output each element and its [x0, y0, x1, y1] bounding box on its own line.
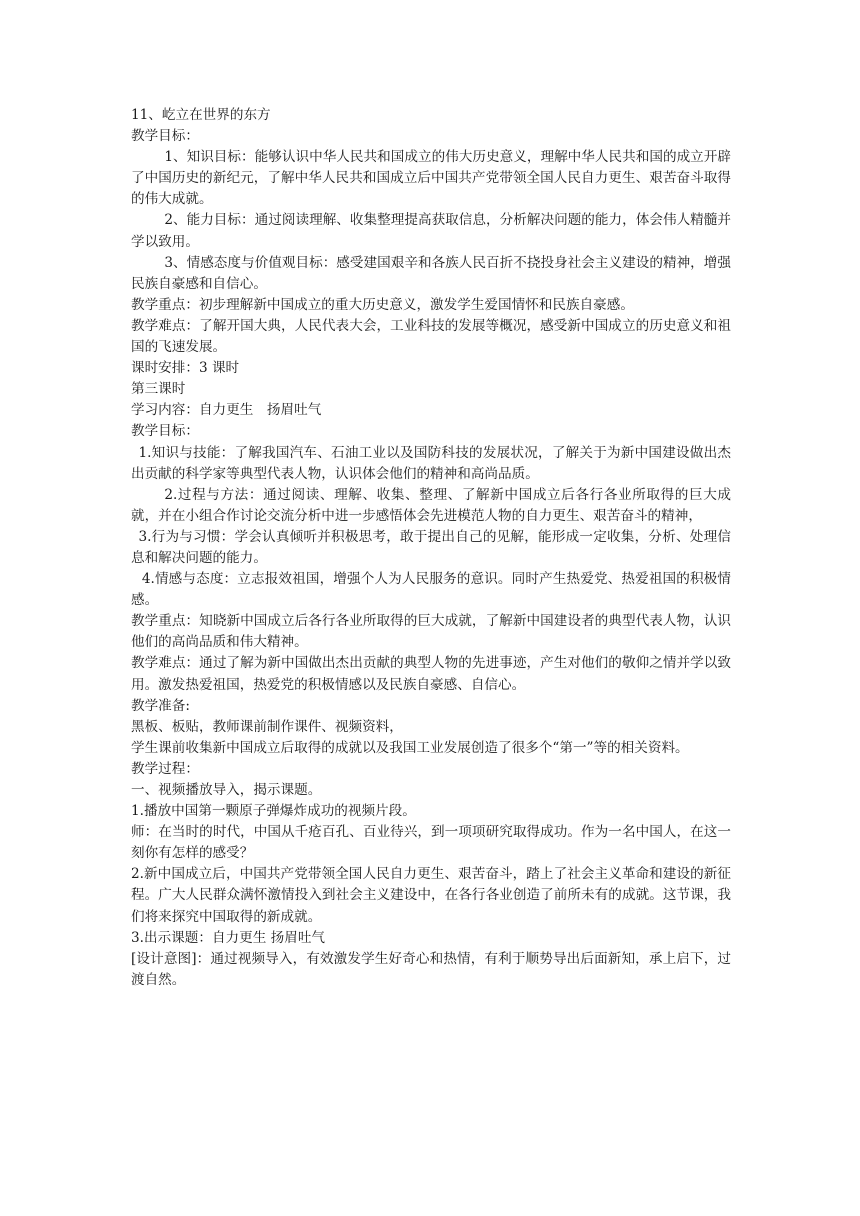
lesson-content: 学习内容：自力更生 扬眉吐气	[131, 402, 322, 419]
section-intro: 一、视频播放导入，揭示课题。	[131, 782, 322, 798]
teacher-question: 师：在当时的时代，中国从千疮百孔、百业待兴，到一项项研究取得成功。作为一名中国人，在这一刻你有怎样的感受？	[131, 824, 731, 862]
goal-knowledge-skills: 1.知识与技能：了解我国汽车、石油工业以及国防科技的发展状况，了解关于为新中国建设做出杰出贡献的科学家等典型代表人物，认识体会他们的精神和高尚品质。	[131, 444, 731, 482]
prep-heading: 教学准备:	[131, 697, 190, 714]
design-intent: [设计意图]：通过视频导入，有效激发学生好奇心和热情，有利于顺势导出后面新知，承上启下，过渡自然。	[131, 950, 731, 988]
objectives-heading-2: 教学目标：	[131, 423, 199, 440]
objective-knowledge: 1、知识目标：能够认识中华人民共和国成立的伟大历史意义，理解中华人民共和国的成立开辟了中国历史的新纪元，了解中华人民共和国成立后中国共产党带领全国人民自力更生、艰苦奋斗取得的伟大成就。	[131, 149, 731, 208]
key-point-2: 教学重点：知晓新中国成立后各行各业所取得的巨大成就，了解新中国建设者的典型代表人物，认识他们的高尚品质和伟大精神。	[131, 613, 731, 651]
document-body	[131, 105, 731, 991]
goal-emotion-attitude: 4.情感与态度：立志报效祖国，增强个人为人民服务的意识。同时产生热爱党、热爱祖国的积极情感。	[131, 571, 731, 609]
key-point: 教学重点：初步理解新中国成立的重大历史意义，激发学生爱国情怀和民族自豪感。	[131, 296, 634, 313]
objectives-heading: 教学目标：	[131, 128, 199, 145]
objective-emotion: 3、情感态度与价值观目标：感受建国艰辛和各族人民百折不挠投身社会主义建设的精神，增强民族自豪感和自信心。	[131, 254, 731, 292]
schedule: 课时安排：3 课时	[131, 360, 240, 377]
process-heading: 教学过程：	[131, 760, 199, 777]
step-video: 1.播放中国第一颗原子弹爆炸成功的视频片段。	[131, 803, 416, 820]
step-topic: 3.出示课题：自力更生 扬眉吐气	[131, 929, 326, 946]
difficulty: 教学难点：了解开国大典，人民代表大会，工业科技的发展等概况，感受新中国成立的历史意义和祖国的飞速发展。	[131, 317, 731, 356]
prep-student: 学生课前收集新中国成立后取得的成就以及我国工业发展创造了很多个“第一”等的相关资料。	[131, 739, 689, 756]
goal-process-method: 2.过程与方法：通过阅读、理解、收集、整理、了解新中国成立后各行各业所取得的巨大成就，并在小组合作讨论交流分析中进一步感悟体会先进模范人物的自力更生、艰苦奋斗的精神，	[131, 486, 731, 524]
goal-behavior-habit: 3.行为与习惯：学会认真倾听并积极思考，敢于提出自己的见解，能形成一定收集，分析、处理信息和解决问题的能力。	[131, 528, 731, 566]
prep-teacher: 黑板、板贴，教师课前制作课件、视频资料，	[131, 718, 403, 735]
document-title: 11、屹立在世界的东方	[131, 107, 271, 123]
lesson-heading: 第三课时	[131, 381, 186, 398]
objective-ability: 2、能力目标：通过阅读理解、收集整理提高获取信息，分析解决问题的能力，体会伟人精髓并学以致用。	[131, 212, 731, 250]
difficulty-2: 教学难点：通过了解为新中国做出杰出贡献的典型人物的先进事迹，产生对他们的敬仰之情并学以致用。激发热爱祖国，热爱党的积极情感以及民族自豪感、自信心。	[131, 655, 731, 693]
step-background: 2.新中国成立后，中国共产党带领全国人民自力更生、艰苦奋斗，踏上了社会主义革命和建设的新征程。广大人民群众满怀激情投入到社会主义建设中，在各行各业创造了前所未有的成就。这节课，我们将来探究中国取得的新成就。	[131, 866, 731, 925]
